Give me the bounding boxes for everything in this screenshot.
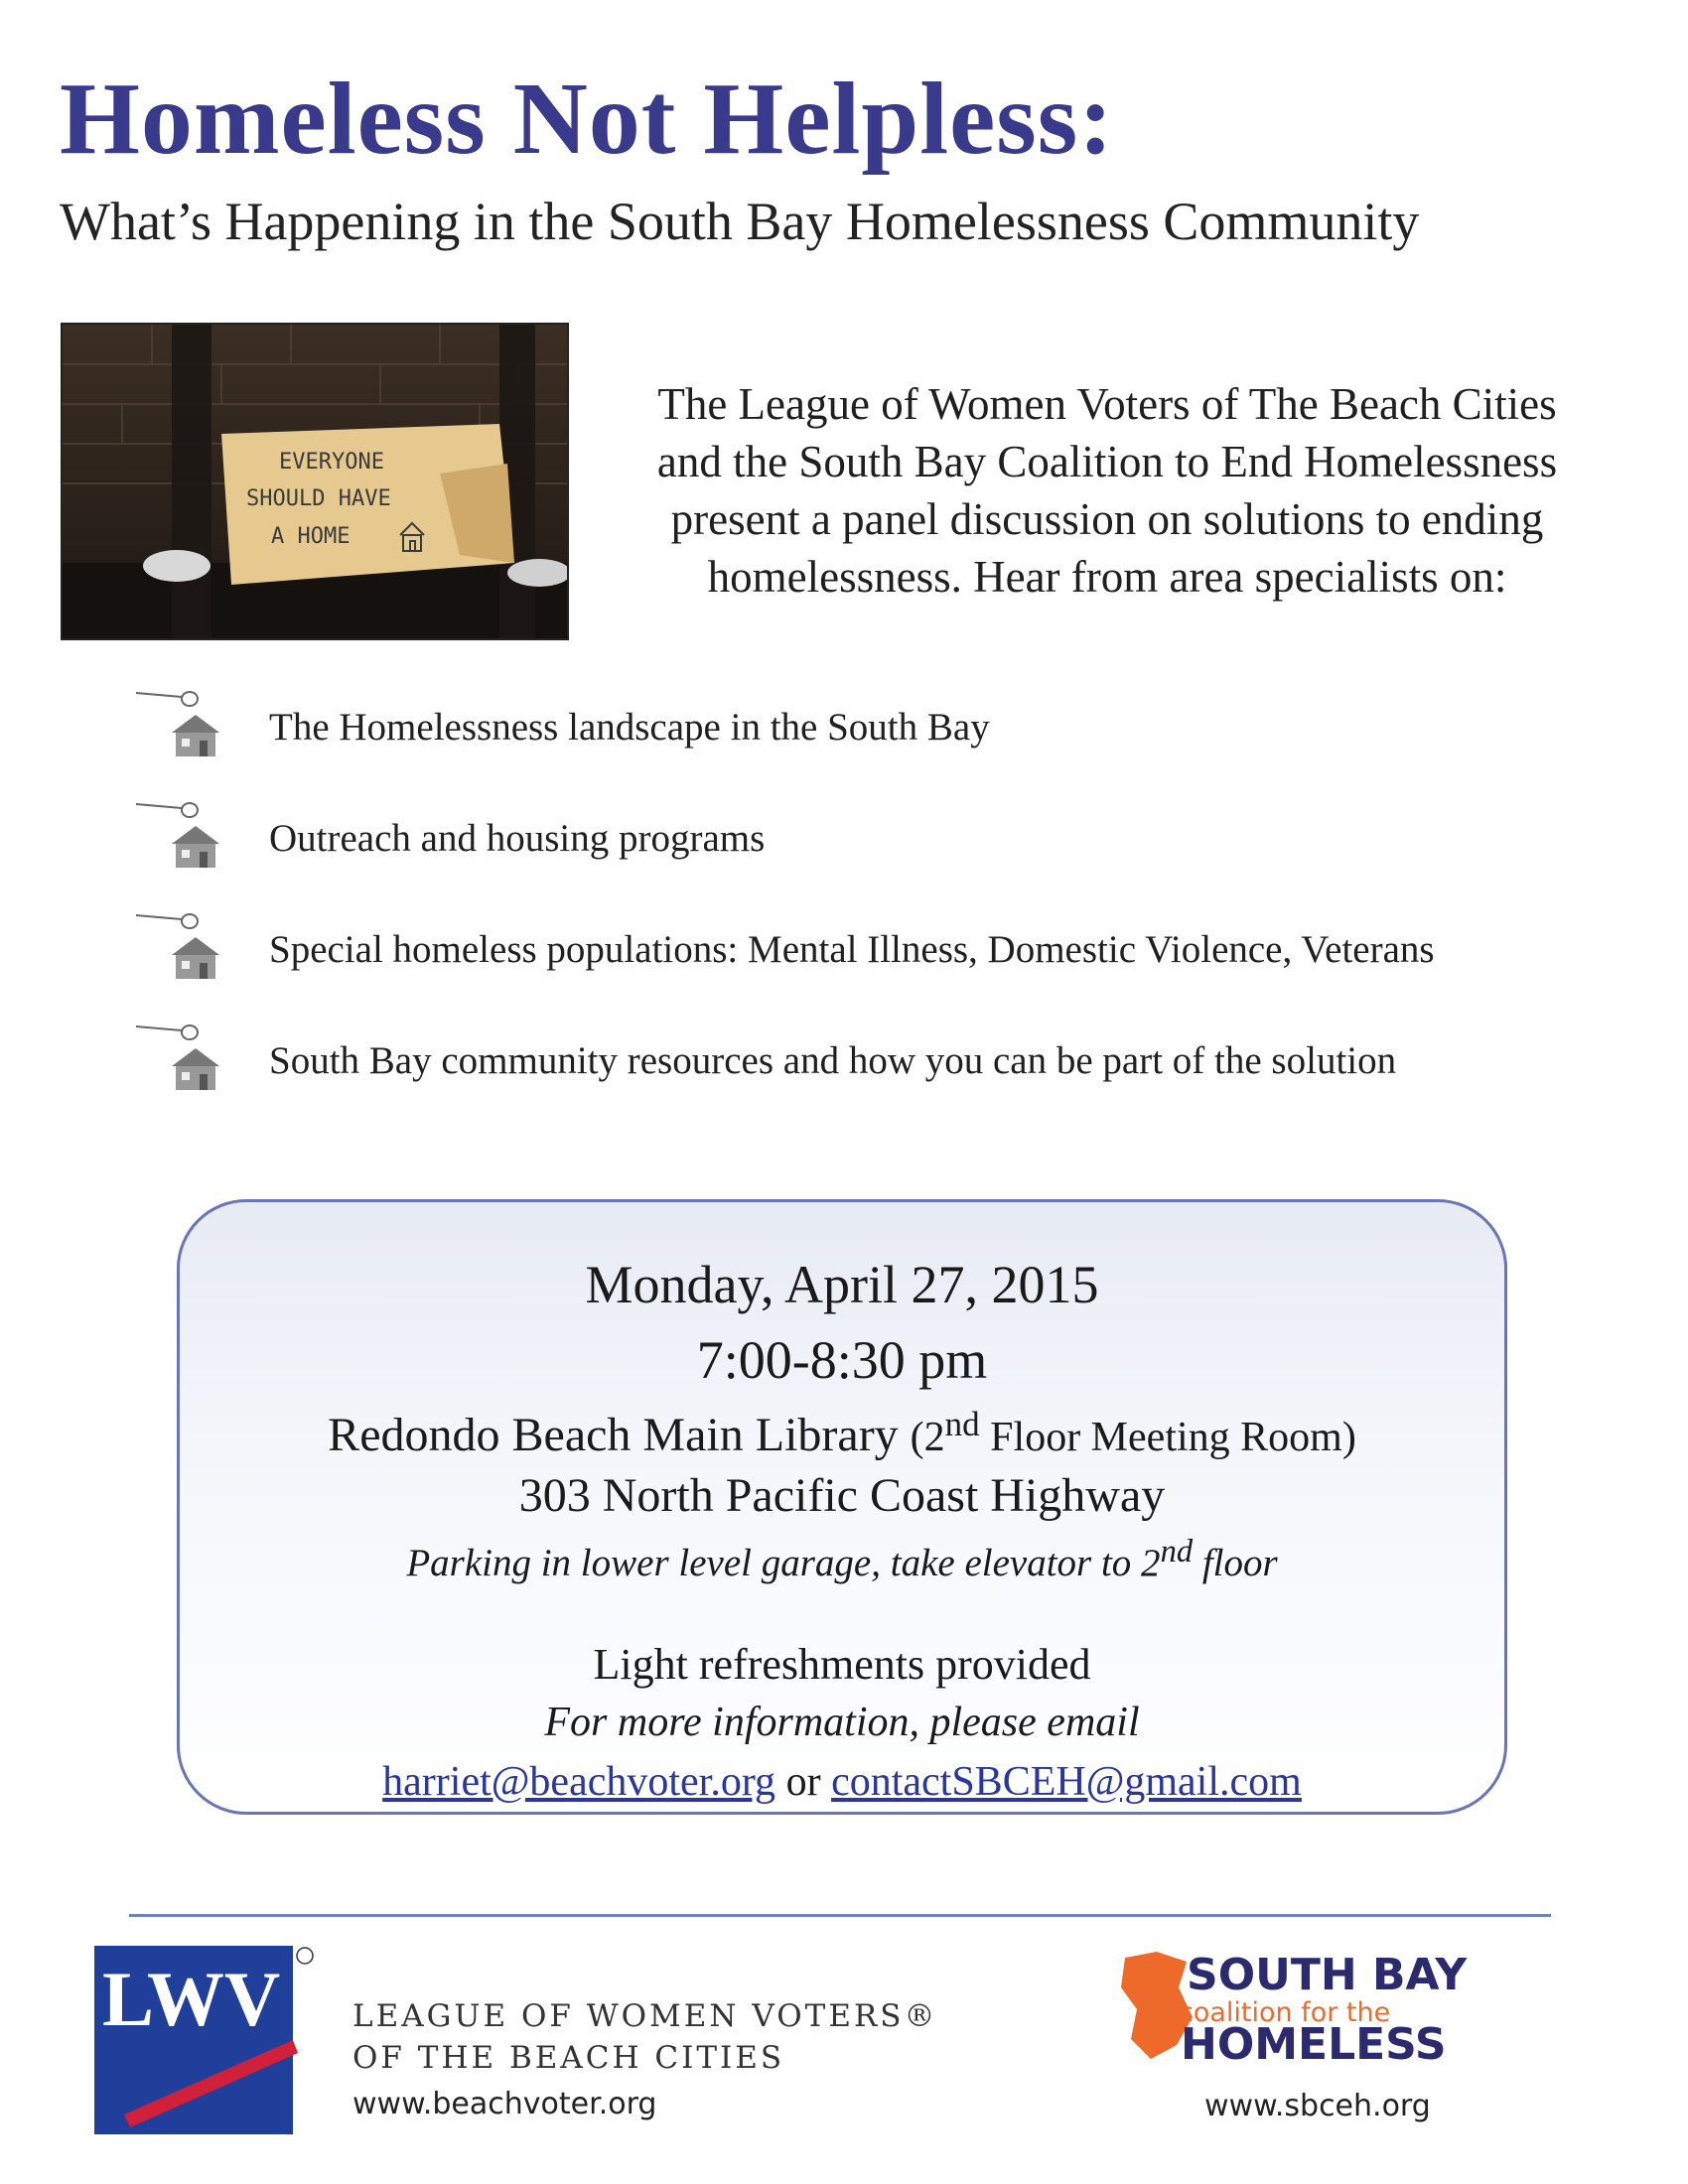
flyer-title: Homeless Not Helpless: xyxy=(60,62,1114,176)
intro-line: homelessness. Hear from area specialists on: xyxy=(707,552,1507,602)
list-item xyxy=(134,786,1623,897)
intro-line: and the South Bay Coalition to End Homelessness xyxy=(656,437,1558,486)
topic-text: South Bay community resources and how you can be part of the solution xyxy=(269,1039,1397,1082)
topic-text: Special homeless populations: Mental Illness, Domestic Violence, Veterans xyxy=(269,928,1435,971)
svg-text:coalition for the: coalition for the xyxy=(1179,1997,1391,2028)
email-or: or xyxy=(785,1759,821,1805)
homeless-sign-photo xyxy=(61,323,569,640)
topic-text: Outreach and housing programs xyxy=(269,817,766,860)
email-link-harriet[interactable]: harriet@beachvoter.org xyxy=(382,1759,776,1805)
venue-name: Redondo Beach Main Library xyxy=(328,1409,899,1461)
sign-line-2: SHOULD HAVE xyxy=(246,486,391,511)
house-key-icon xyxy=(134,1017,243,1096)
sign-line-1: EVERYONE xyxy=(279,450,384,475)
sign-line-3: A HOME xyxy=(271,524,351,549)
event-address: 303 North Pacific Coast Highway xyxy=(518,1469,1166,1522)
topic-list xyxy=(134,675,1623,1120)
svg-text:SOUTH BAY: SOUTH BAY xyxy=(1187,1950,1468,2000)
house-key-icon xyxy=(134,683,243,762)
topic-text: The Homelessness landscape in the South Bay xyxy=(269,706,990,749)
sbceh-logo xyxy=(1117,1948,1554,2067)
list-item xyxy=(134,675,1623,786)
lwv-logo xyxy=(94,1946,315,2134)
event-venue xyxy=(180,1405,1504,1462)
list-item xyxy=(134,1009,1623,1120)
house-key-icon xyxy=(134,794,243,874)
list-item xyxy=(134,897,1623,1009)
event-time: 7:00-8:30 pm xyxy=(696,1330,988,1390)
refreshments-note: Light refreshments provided xyxy=(593,1640,1091,1689)
email-link-sbceh[interactable]: contactSBCEH@gmail.com xyxy=(831,1759,1302,1805)
svg-text:LWV: LWV xyxy=(102,1956,281,2042)
lwv-name: LEAGUE OF WOMEN VOTERS® OF THE BEACH CITIES xyxy=(352,1998,938,2076)
flyer-subtitle: What’s Happening in the South Bay Homelessness Community xyxy=(60,192,1420,251)
parking-note: Parking in lower level garage, take elevator to 2nd floor xyxy=(406,1534,1278,1584)
event-date: Monday, April 27, 2015 xyxy=(585,1255,1099,1314)
sbceh-website: www.sbceh.org xyxy=(1204,2089,1431,2123)
intro-line: The League of Women Voters of The Beach Cities xyxy=(657,379,1557,429)
event-details-box xyxy=(177,1199,1507,1815)
footer-divider xyxy=(129,1914,1551,1917)
house-key-icon xyxy=(134,905,243,985)
intro-paragraph xyxy=(611,375,1604,606)
info-note: For more information, please email xyxy=(544,1700,1140,1745)
contact-emails xyxy=(180,1758,1504,1806)
svg-text:HOMELESS: HOMELESS xyxy=(1181,2019,1447,2067)
intro-line: present a panel discussion on solutions to ending xyxy=(670,494,1544,544)
lwv-website: www.beachvoter.org xyxy=(352,2087,657,2121)
venue-floor: (2nd Floor Meeting Room) xyxy=(910,1405,1356,1460)
